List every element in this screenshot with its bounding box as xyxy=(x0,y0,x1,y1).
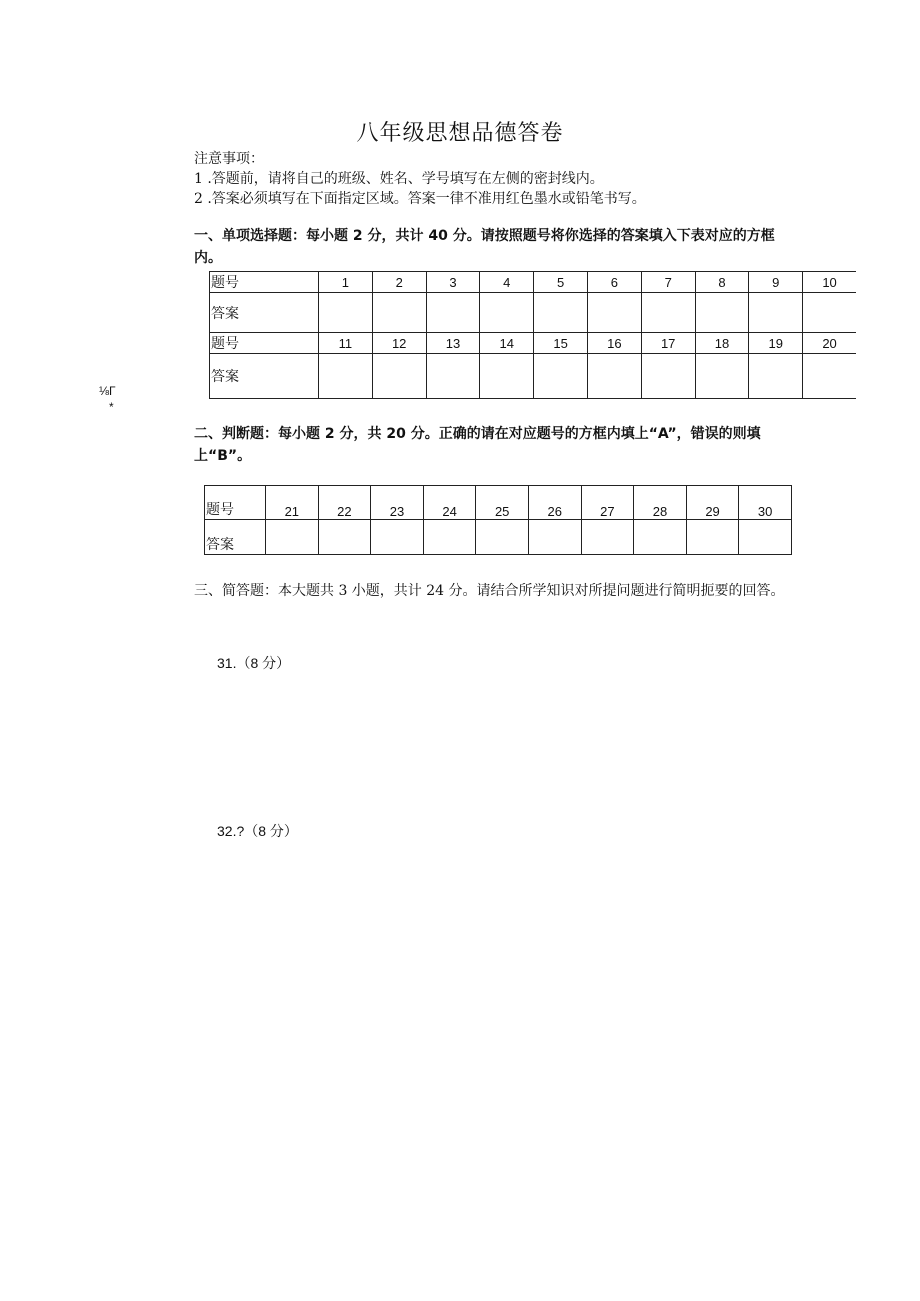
answer-cell[interactable] xyxy=(426,293,480,333)
answer-cell[interactable] xyxy=(371,520,424,555)
answer-cell[interactable] xyxy=(581,520,634,555)
answer-cell[interactable] xyxy=(372,293,426,333)
question-number: 1 xyxy=(319,272,373,293)
answer-cell[interactable] xyxy=(372,354,426,399)
answer-cell[interactable] xyxy=(686,520,739,555)
answer-cell[interactable] xyxy=(480,293,534,333)
question-number: 7 xyxy=(641,272,695,293)
notes-heading: 注意事项： xyxy=(194,151,264,167)
question-number: 24 xyxy=(423,486,476,520)
answer-cell[interactable] xyxy=(695,293,749,333)
question-number: 27 xyxy=(581,486,634,520)
answer-cell[interactable] xyxy=(426,354,480,399)
answer-cell[interactable] xyxy=(695,354,749,399)
answer-cell[interactable] xyxy=(534,354,588,399)
row-label-answer: 答案 xyxy=(210,354,319,399)
row-label-answer: 答案 xyxy=(205,520,266,555)
row-label-number: 题号 xyxy=(210,333,319,354)
answer-cell[interactable] xyxy=(803,354,856,399)
margin-mark-line2: * xyxy=(109,400,114,414)
question-number: 6 xyxy=(587,272,641,293)
question-number: 10 xyxy=(803,272,856,293)
choice-answer-table xyxy=(209,271,856,399)
answer-cell[interactable] xyxy=(319,354,373,399)
question-number: 23 xyxy=(371,486,424,520)
answer-cell[interactable] xyxy=(587,293,641,333)
question-number: 15 xyxy=(534,333,588,354)
question-number: 3 xyxy=(426,272,480,293)
page-title: 八年级思想品德答卷 xyxy=(356,121,564,146)
question-number: 18 xyxy=(695,333,749,354)
question-number: 9 xyxy=(749,272,803,293)
question-number: 25 xyxy=(476,486,529,520)
question-number: 12 xyxy=(372,333,426,354)
question-31-label: 31.（8 分） xyxy=(217,655,291,671)
answer-cell[interactable] xyxy=(641,293,695,333)
question-number: 4 xyxy=(480,272,534,293)
question-number: 2 xyxy=(372,272,426,293)
margin-mark-line1: ⅛Γ xyxy=(99,384,116,398)
table-row xyxy=(210,354,856,399)
answer-cell[interactable] xyxy=(423,520,476,555)
answer-cell[interactable] xyxy=(318,520,371,555)
note-item-1: 1 .答题前，请将自己的班级、姓名、学号填写在左侧的密封线内。 xyxy=(194,171,604,187)
answer-cell[interactable] xyxy=(749,293,803,333)
note-item-2: 2 .答案必须填写在下面指定区域。答案一律不准用红色墨水或铅笔书写。 xyxy=(194,191,646,207)
question-number: 14 xyxy=(480,333,534,354)
question-number: 29 xyxy=(686,486,739,520)
true-false-answer-table xyxy=(204,485,792,555)
table-row xyxy=(205,486,792,520)
answer-cell[interactable] xyxy=(480,354,534,399)
answer-cell[interactable] xyxy=(587,354,641,399)
section1-heading: 一、单项选择题：每小题 2 分，共计 40 分。请按照题号将你选择的答案填入下表对应的方框内。 xyxy=(194,228,775,266)
question-number: 26 xyxy=(528,486,581,520)
answer-cell[interactable] xyxy=(749,354,803,399)
answer-cell[interactable] xyxy=(534,293,588,333)
question-number: 20 xyxy=(803,333,856,354)
row-label-number: 题号 xyxy=(210,272,319,293)
answer-cell[interactable] xyxy=(803,293,856,333)
answer-cell[interactable] xyxy=(641,354,695,399)
answer-cell[interactable] xyxy=(319,293,373,333)
question-32-label: 32.?（8 分） xyxy=(217,823,298,839)
answer-cell[interactable] xyxy=(266,520,319,555)
question-number: 30 xyxy=(739,486,792,520)
answer-cell[interactable] xyxy=(528,520,581,555)
question-number: 19 xyxy=(749,333,803,354)
answer-cell[interactable] xyxy=(739,520,792,555)
section3-heading: 三、简答题：本大题共 3 小题，共计 24 分。请结合所学知识对所提问题进行简明扼要的回答。 xyxy=(194,583,785,599)
table-row xyxy=(210,272,856,293)
question-number: 28 xyxy=(634,486,687,520)
question-number: 21 xyxy=(266,486,319,520)
section2-heading: 二、判断题：每小题 2 分，共 20 分。正确的请在对应题号的方框内填上“A”，错误的则填上“B”。 xyxy=(194,426,761,464)
question-number: 5 xyxy=(534,272,588,293)
table-row xyxy=(210,333,856,354)
question-number: 17 xyxy=(641,333,695,354)
answer-cell[interactable] xyxy=(476,520,529,555)
row-label-number: 题号 xyxy=(205,486,266,520)
answer-cell[interactable] xyxy=(634,520,687,555)
row-label-answer: 答案 xyxy=(210,293,319,333)
question-number: 16 xyxy=(587,333,641,354)
table-row xyxy=(205,520,792,555)
question-number: 13 xyxy=(426,333,480,354)
question-number: 11 xyxy=(319,333,373,354)
question-number: 8 xyxy=(695,272,749,293)
table-row xyxy=(210,293,856,333)
question-number: 22 xyxy=(318,486,371,520)
